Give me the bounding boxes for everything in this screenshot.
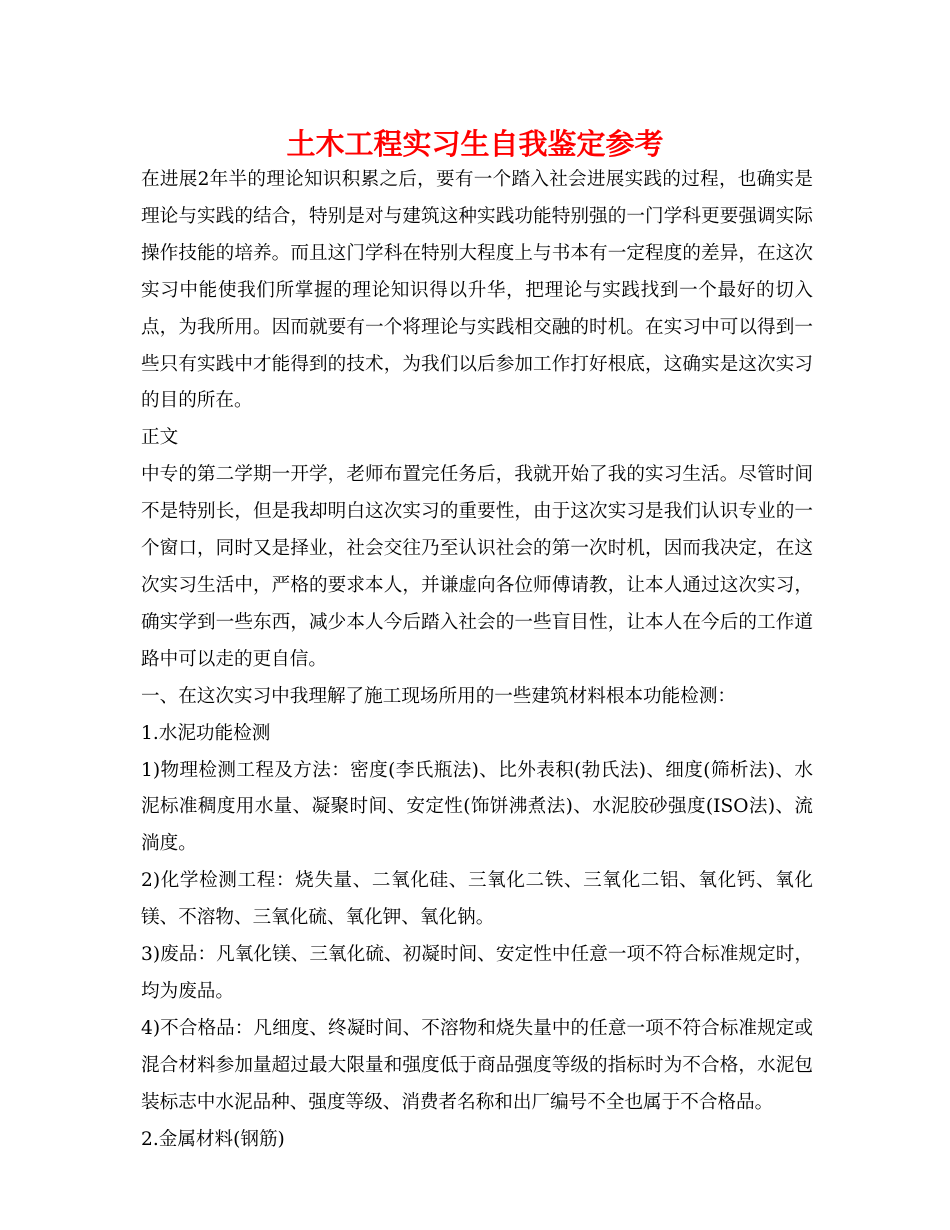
paragraph-nonconforming: 4)不合格品：凡细度、终凝时间、不溶物和烧失量中的任意一项不符合标准规定或混合材料参加量超过最大限量和强度低于商品强度等级的指标时为不合格，水泥包装标志中水泥品种、强度等级、消费者名称和出厂编号不全也属于不合格品。 (141, 1017, 813, 1113)
paragraph-chemical-tests: 2)化学检测工程：烧失量、二氧化硅、三氧化二铁、三氧化二铝、氧化钙、氧化镁、不溶物、三氧化硫、氧化钾、氧化钠。 (141, 870, 813, 929)
paragraph-heading-main: 正文 (141, 427, 179, 449)
paragraph-waste-products: 3)废品：凡氧化镁、三氧化硫、初凝时间、安定性中任意一项不符合标准规定时，均为废品。 (141, 944, 813, 1002)
paragraph-physical-tests: 1)物理检测工程及方法：密度(李氏瓶法)、比外表积(勃氏法)、细度(筛析法)、水泥标准稠度用水量、凝聚时间、安定性(饰饼沸煮法)、水泥胶砂强度(ISO法)、流淌度。 (141, 759, 813, 855)
document-body (141, 162, 813, 1158)
paragraph-intro: 在进展2年半的理论知识积累之后，要有一个踏入社会进展实践的过程，也确实是理论与实践的结合，特别是对与建筑这种实践功能特别强的一门学科更要强调实际操作技能的培养。而且这门学科在特别大程度上与书本有一定程度的差异，在这次实习中能使我们所掌握的理论知识得以升华，把理论与实践找到一个最好的切入点，为我所用。因而就要有一个将理论与实践相交融的时机。在实习中可以得到一些只有实践中才能得到的技术，为我们以后参加工作打好根底，这确实是这次实习的目的所在。 (141, 169, 813, 412)
paragraph-internship: 中专的第二学期一开学，老师布置完任务后，我就开始了我的实习生活。尽管时间不是特别长，但是我却明白这次实习的重要性，由于这次实习是我们认识专业的一个窗口，同时又是择业，社会交往乃至认识社会的第一次时机，因而我决定，在这次实习生活中，严格的要求本人，并谦虚向各位师傅请教，让本人通过这次实习，确实学到一些东西，减少本人今后踏入社会的一些盲目性，让本人在今后的工作道路中可以走的更自信。 (141, 464, 813, 670)
document-title: 土木工程实习生自我鉴定参考 (286, 127, 664, 161)
paragraph-cement-heading: 1.水泥功能检测 (141, 722, 271, 744)
paragraph-metal-heading: 2.金属材料(钢筋) (141, 1128, 285, 1150)
paragraph-section-one: 一、在这次实习中我理解了施工现场所用的一些建筑材料根本功能检测： (141, 685, 737, 707)
